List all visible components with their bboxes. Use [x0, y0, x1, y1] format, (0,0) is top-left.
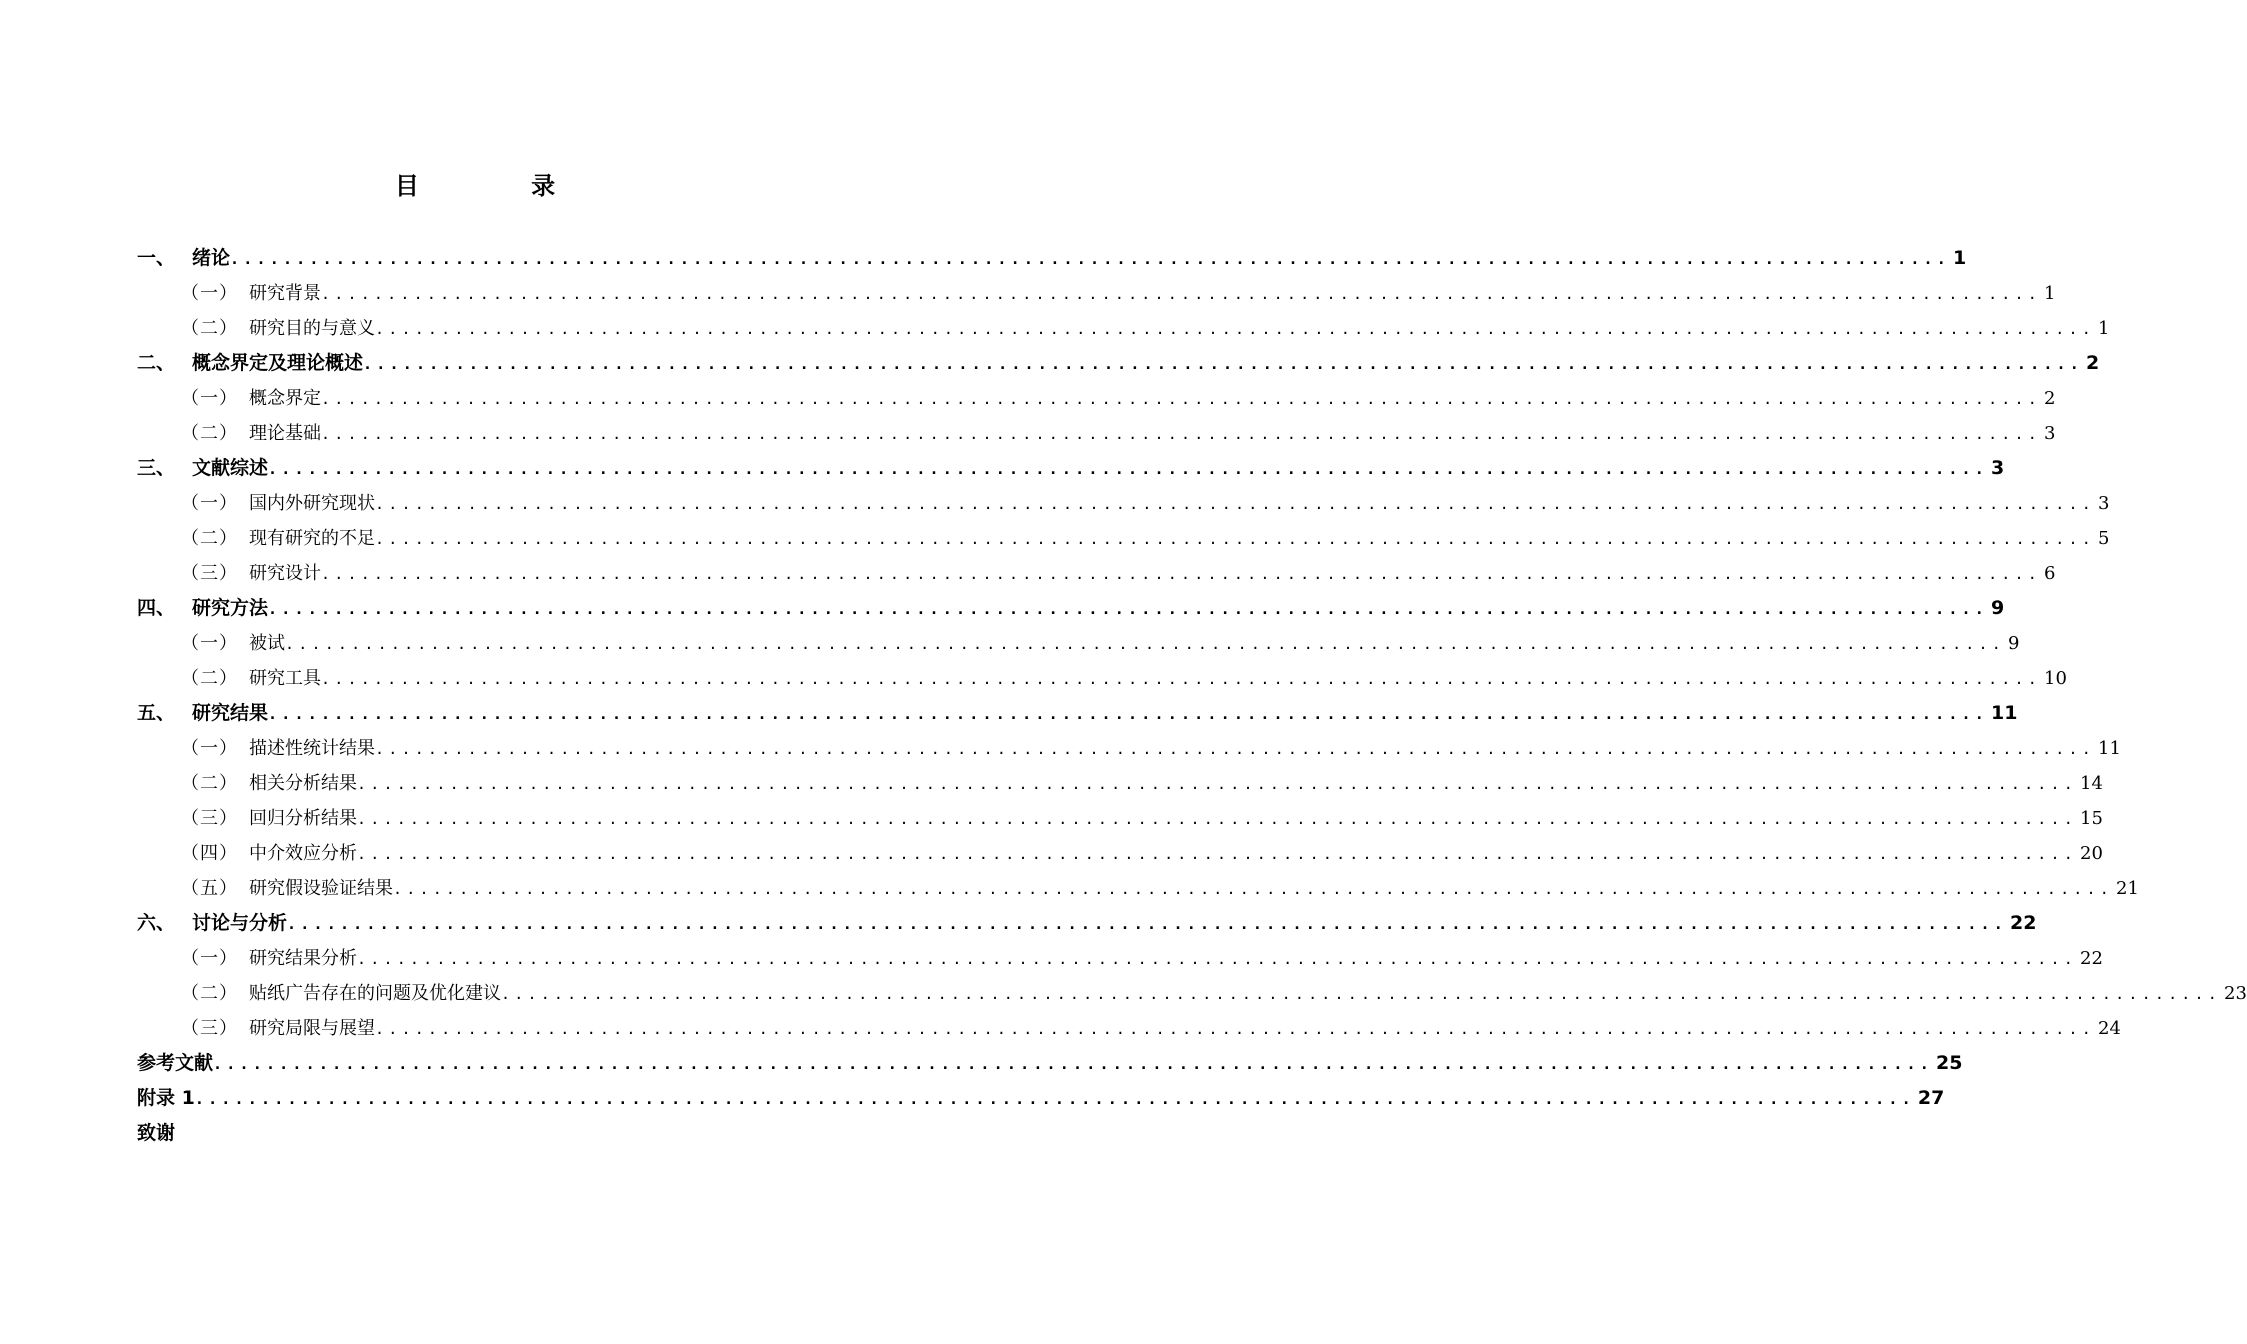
toc-entry-label: 研究结果 — [192, 702, 269, 724]
toc-entry-number: （二） — [181, 318, 238, 339]
toc-entry-number: （一） — [181, 948, 238, 969]
toc-entry-page: 10 — [2044, 668, 2067, 689]
toc-dot-leader: .................................................................................................................................. — [321, 390, 2041, 408]
toc-dot-leader: .................................................................................................................................. — [357, 845, 2077, 863]
toc-entry-number: 四、 — [137, 597, 176, 619]
toc-entry-appendix[interactable] — [137, 1081, 1945, 1116]
toc-entry-number: （五） — [181, 878, 238, 899]
toc-dot-leader: .................................................................................................................................. — [357, 950, 2077, 968]
toc-entry-label: 讨论与分析 — [192, 912, 288, 934]
toc-entry-label: 研究设计 — [249, 563, 321, 584]
toc-entry-page: 27 — [1917, 1087, 1945, 1109]
toc-entry-label: 描述性统计结果 — [249, 738, 375, 759]
toc-entry-label: 研究方法 — [192, 597, 269, 619]
toc-entry-section[interactable] — [137, 311, 2110, 346]
toc-entry-number: （四） — [181, 843, 238, 864]
toc-entry-page: 14 — [2080, 773, 2103, 794]
toc-entry-label: 研究目的与意义 — [249, 318, 375, 339]
toc-entry-page: 25 — [1936, 1052, 1963, 1074]
toc-dot-leader: .................................................................................................................................. — [501, 985, 2221, 1003]
toc-entry-section[interactable] — [137, 1011, 2121, 1046]
toc-dot-leader: .................................................................................................................................. — [321, 425, 2041, 443]
toc-entry-page: 9 — [1991, 597, 2005, 619]
toc-entry-number: （一） — [181, 283, 238, 304]
toc-entry-page: 3 — [2044, 423, 2056, 444]
toc-dot-leader: .................................................................................................................................. — [268, 460, 1989, 478]
toc-dot-leader: .................................................................................................................................. — [321, 285, 2041, 303]
toc-entry-number: 三、 — [137, 457, 176, 479]
toc-entry-page: 22 — [2080, 948, 2103, 969]
toc-entry-section[interactable] — [137, 801, 2103, 836]
toc-entry-number: （三） — [181, 808, 238, 829]
toc-entry-label: 中介效应分析 — [249, 843, 357, 864]
toc-entry-label: 概念界定 — [249, 388, 321, 409]
toc-dot-leader: .................................................................................................................................. — [194, 1090, 1915, 1108]
toc-entry-number: 二、 — [137, 352, 176, 374]
toc-entry-page: 1 — [2098, 318, 2110, 339]
toc-entry-page: 11 — [2098, 738, 2121, 759]
toc-entry-label: 现有研究的不足 — [249, 528, 375, 549]
toc-entry-section[interactable] — [137, 486, 2110, 521]
toc-entry-label: 研究假设验证结果 — [249, 878, 393, 899]
toc-entry-number: 五、 — [137, 702, 176, 724]
toc-entry-number: （二） — [181, 773, 238, 794]
toc-entry-page: 11 — [1991, 702, 2018, 724]
toc-entry-chapter[interactable] — [137, 241, 1967, 276]
toc-dot-leader: .................................................................................................................................. — [321, 565, 2041, 583]
toc-entry-section[interactable] — [137, 276, 2056, 311]
toc-entry-label: 被试 — [249, 633, 285, 654]
toc-entry-chapter[interactable] — [137, 591, 2005, 626]
toc-dot-leader: .................................................................................................................................. — [357, 775, 2077, 793]
toc-entry-page: 24 — [2098, 1018, 2121, 1039]
toc-entry-section[interactable] — [137, 416, 2056, 451]
toc-entry-label: 绪论 — [192, 247, 231, 269]
toc-dot-leader: .................................................................................................................................. — [375, 740, 2095, 758]
toc-entry-section[interactable] — [137, 381, 2056, 416]
toc-dot-leader: .................................................................................................................................. — [375, 530, 2095, 548]
toc-dot-leader: .................................................................................................................................. — [393, 880, 2113, 898]
toc-entry-section[interactable] — [137, 556, 2056, 591]
toc-entry-section[interactable] — [137, 731, 2121, 766]
toc-dot-leader: .................................................................................................................................. — [230, 250, 1951, 268]
toc-entry-page: 3 — [2098, 493, 2110, 514]
toc-entry-page: 22 — [2010, 912, 2037, 934]
toc-entry-page: 15 — [2080, 808, 2103, 829]
toc-dot-leader: .................................................................................................................................. — [375, 495, 2095, 513]
toc-entry-label: 研究局限与展望 — [249, 1018, 375, 1039]
toc-entry-section[interactable] — [137, 941, 2103, 976]
toc-entry-number: 六、 — [137, 912, 176, 934]
toc-entry-label: 贴纸广告存在的问题及优化建议 — [249, 983, 501, 1004]
toc-entry-section[interactable] — [137, 836, 2103, 871]
toc-entry-chapter[interactable] — [137, 451, 2005, 486]
toc-entry-page: 2 — [2086, 352, 2100, 374]
toc-entry-references[interactable] — [137, 1046, 1963, 1081]
toc-entry-section[interactable] — [137, 766, 2103, 801]
toc-entry-number: （二） — [181, 528, 238, 549]
toc-dot-leader: .................................................................................................................................. — [375, 1020, 2095, 1038]
toc-entry-section[interactable] — [137, 871, 2139, 906]
toc-entry-acknowledgements[interactable] — [137, 1116, 850, 1151]
toc-entry-label: 附录 1 — [137, 1087, 195, 1109]
toc-dot-leader: .................................................................................................................................. — [375, 320, 2095, 338]
toc-entry-number: 一、 — [137, 247, 176, 269]
toc-entry-number: （三） — [181, 563, 238, 584]
toc-entry-page: 20 — [2080, 843, 2103, 864]
toc-entry-section[interactable] — [137, 661, 2067, 696]
toc-entry-page: 5 — [2098, 528, 2110, 549]
toc-entry-label: 相关分析结果 — [249, 773, 357, 794]
toc-entry-page: 9 — [2008, 633, 2020, 654]
toc-entry-label: 文献综述 — [192, 457, 269, 479]
toc-entry-page: 1 — [2044, 283, 2056, 304]
toc-dot-leader: .................................................................................................................................. — [357, 810, 2077, 828]
toc-entry-section[interactable] — [137, 626, 2020, 661]
toc-dot-leader: .................................................................................................................................. — [321, 670, 2041, 688]
toc-entry-number: （一） — [181, 633, 238, 654]
toc-title: 目 录 — [394, 171, 608, 200]
toc-entry-label: 致谢 — [137, 1122, 176, 1144]
toc-list — [137, 241, 2247, 1151]
toc-entry-chapter[interactable] — [137, 906, 2037, 941]
toc-entry-label: 研究背景 — [249, 283, 321, 304]
toc-entry-number: （三） — [181, 1018, 238, 1039]
toc-entry-label: 参考文献 — [137, 1052, 214, 1074]
toc-entry-page: 3 — [1991, 457, 2005, 479]
toc-dot-leader: .................................................................................................................................. — [285, 635, 2005, 653]
toc-entry-number: （二） — [181, 983, 238, 1004]
toc-entry-chapter[interactable] — [137, 346, 2100, 381]
toc-dot-leader: .................................................................................................................................. — [213, 1055, 1934, 1073]
toc-entry-section[interactable] — [137, 521, 2110, 556]
toc-dot-leader: .................................................................................................................................. — [268, 705, 1989, 723]
toc-entry-section[interactable] — [137, 976, 2247, 1011]
toc-entry-number: （二） — [181, 423, 238, 444]
toc-entry-number: （一） — [181, 388, 238, 409]
toc-entry-number: （一） — [181, 738, 238, 759]
toc-entry-label: 理论基础 — [249, 423, 321, 444]
toc-entry-page: 2 — [2044, 388, 2056, 409]
toc-entry-label: 国内外研究现状 — [249, 493, 375, 514]
toc-entry-number: （二） — [181, 668, 238, 689]
toc-entry-label: 概念界定及理论概述 — [192, 352, 364, 374]
toc-entry-page: 23 — [2224, 983, 2247, 1004]
toc-dot-leader: .................................................................................................................................. — [268, 600, 1989, 618]
toc-dot-leader: .................................................................................................................................. — [363, 355, 2084, 373]
toc-entry-number: （一） — [181, 493, 238, 514]
toc-entry-chapter[interactable] — [137, 696, 2018, 731]
toc-dot-leader: .................................................................................................................................. — [287, 915, 2008, 933]
toc-entry-page: 21 — [2116, 878, 2139, 899]
toc-entry-page: 6 — [2044, 563, 2056, 584]
toc-entry-label: 研究工具 — [249, 668, 321, 689]
toc-entry-page: 1 — [1953, 247, 1967, 269]
toc-entry-label: 回归分析结果 — [249, 808, 357, 829]
toc-entry-label: 研究结果分析 — [249, 948, 357, 969]
